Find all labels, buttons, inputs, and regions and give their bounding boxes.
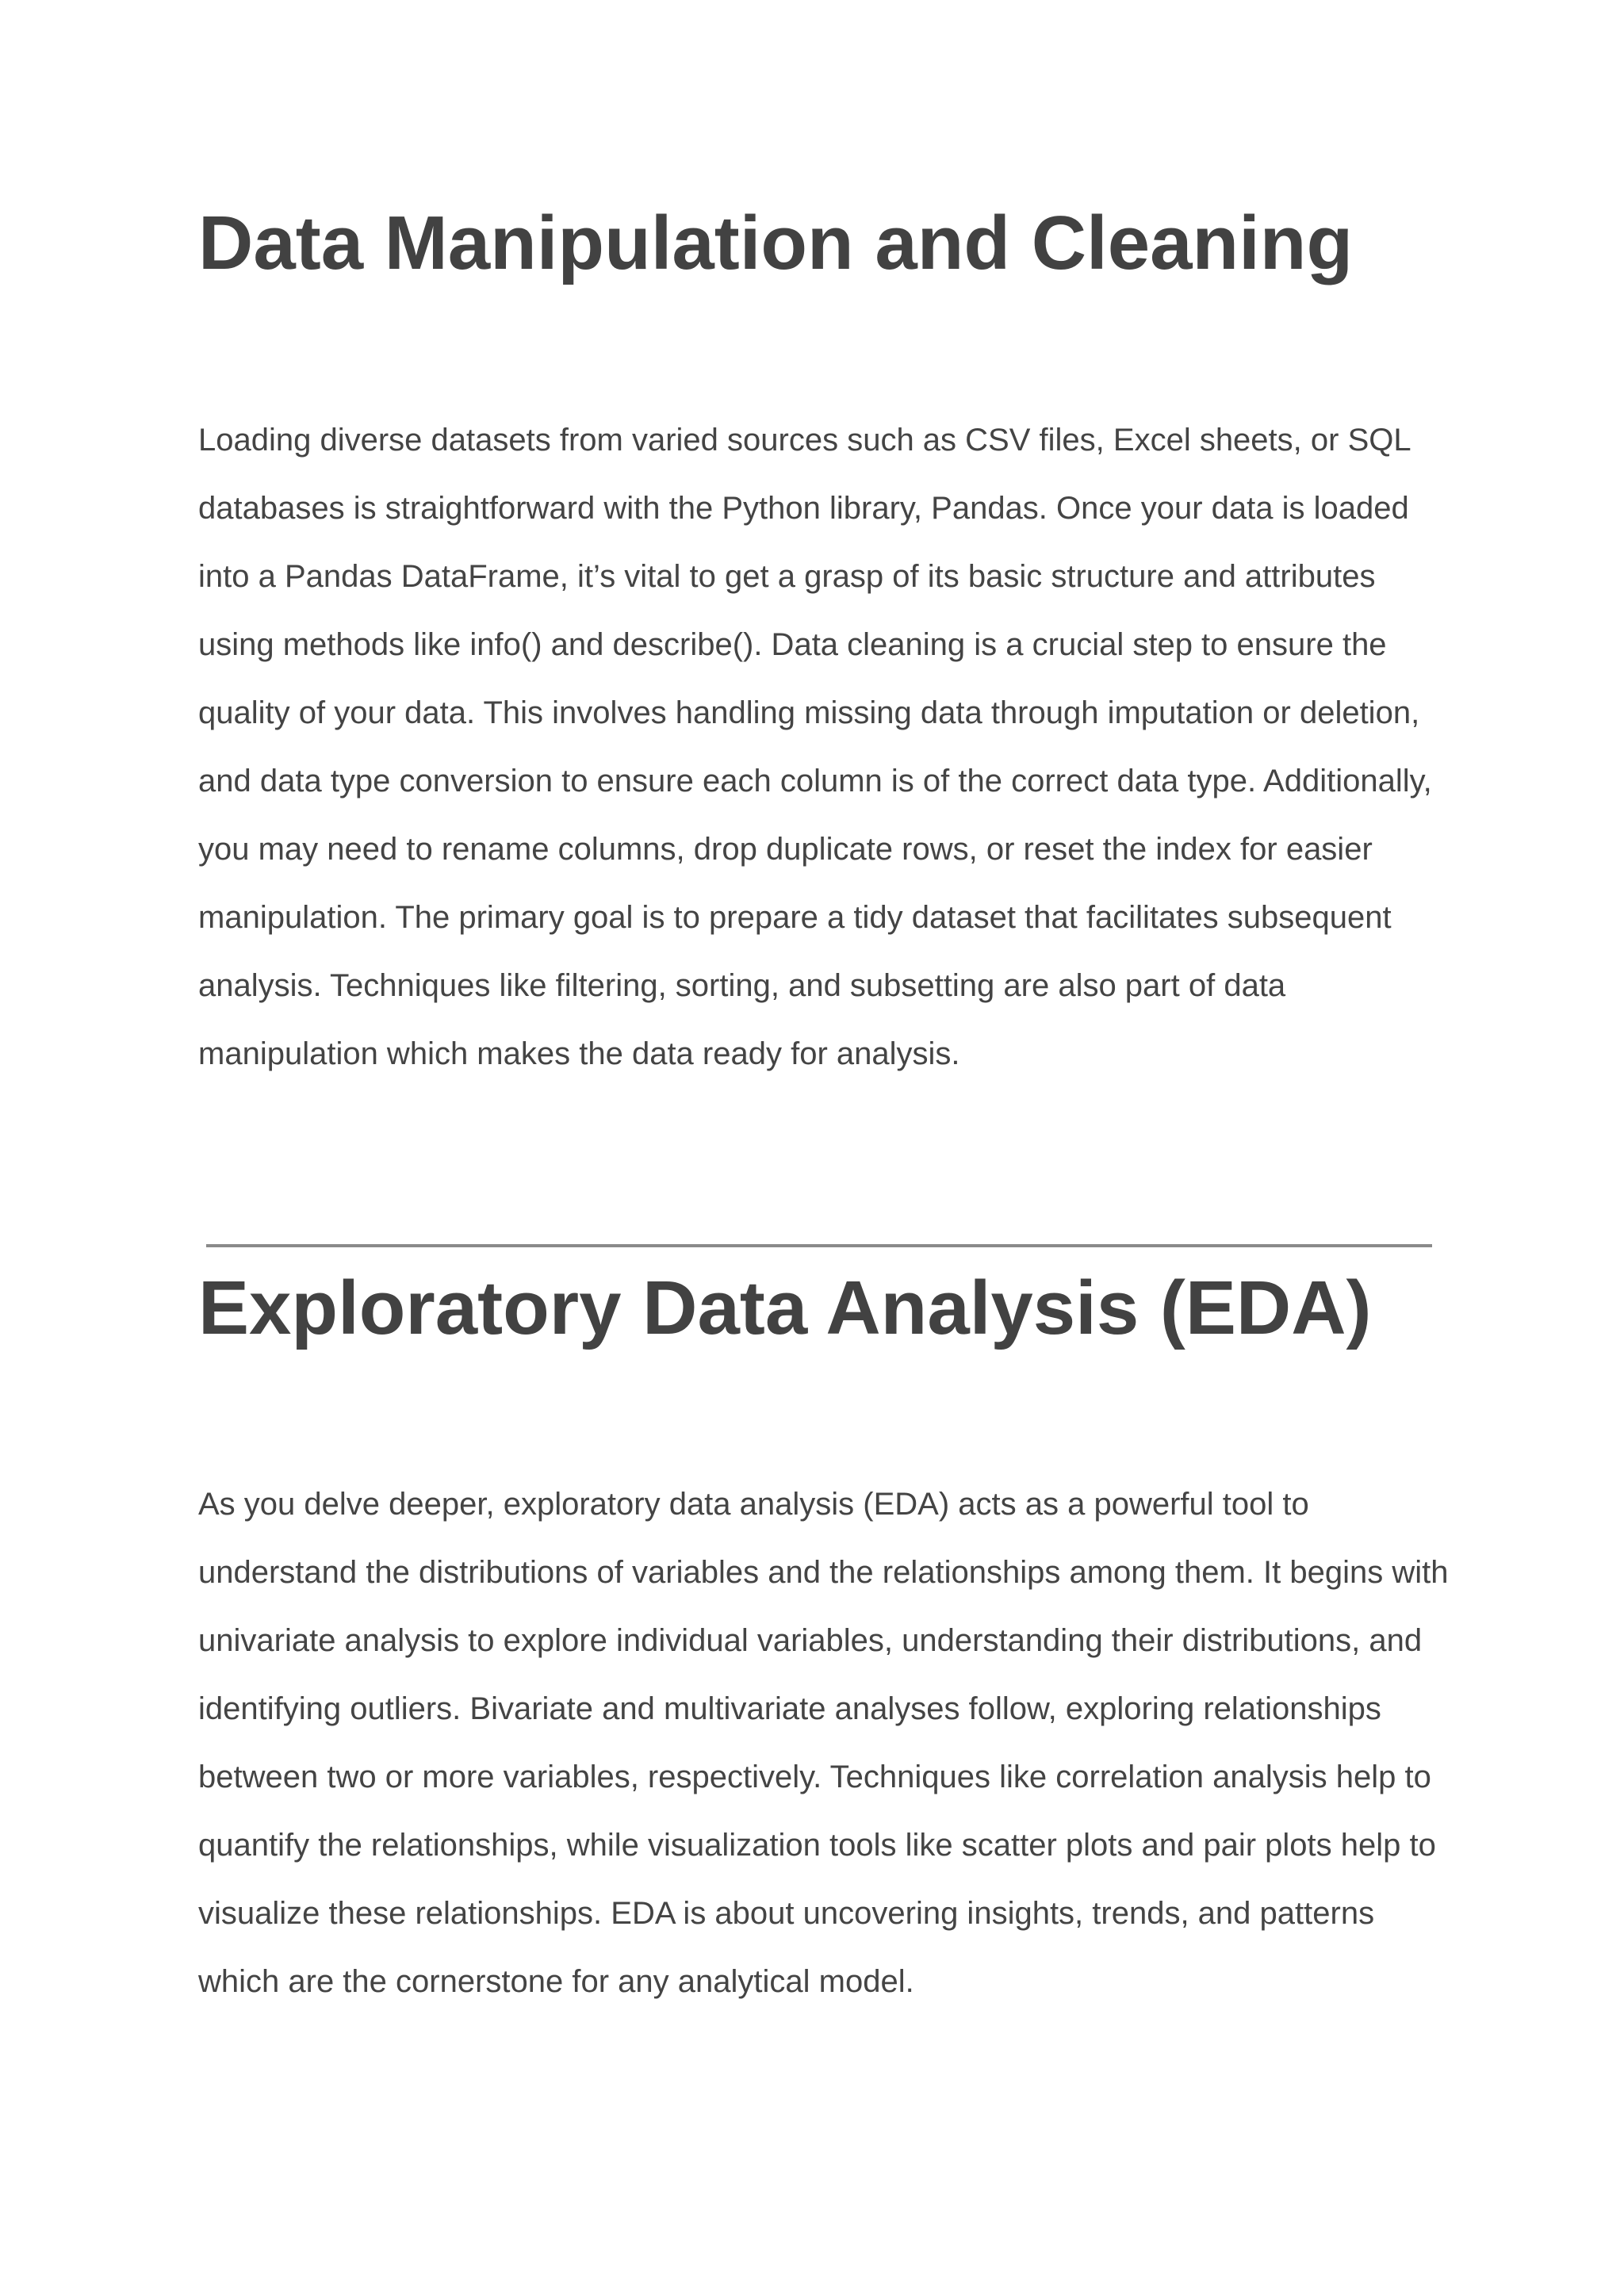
section-paragraph-eda: As you delve deeper, exploratory data analysis (EDA) acts as a powerful tool to understand the distributions of variables and the relationships among them. It begins with univariate analysis to explore individual variables, understanding their distributions, and identifying outliers. Bivariate and multivariate analyses follow, exploring relationships between two or more variables, respectively. Techniques like correlation analysis help to quantify the relationships, while visualization tools like scatter plots and pair plots help to visualize these relationships. EDA is about uncovering insights, trends, and patterns which are the cornerstone for any analytical model. <box>198 1487 1449 1999</box>
section-title-eda: Exploratory Data Analysis (EDA) <box>198 1266 1372 1350</box>
section-divider <box>206 1244 1432 1247</box>
section-title-data-manipulation: Data Manipulation and Cleaning <box>198 201 1354 285</box>
section-paragraph-data-manipulation: Loading diverse datasets from varied sources such as CSV files, Excel sheets, or SQL databases is straightforward with the Python library, Pandas. Once your data is loaded into a Pandas DataFrame, it’s vital to get a grasp of its basic structure and attributes using methods like info() and describe(). Data cleaning is a crucial step to ensure the quality of your data. This involves handling missing data through imputation or deletion, and data type conversion to ensure each column is of the correct data type. Additionally, you may need to rename columns, drop duplicate rows, or reset the index for easier manipulation. The primary goal is to prepare a tidy dataset that facilitates subsequent analysis. Techniques like filtering, sorting, and subsetting are also part of data manipulation which makes the data ready for analysis. <box>198 423 1432 1071</box>
